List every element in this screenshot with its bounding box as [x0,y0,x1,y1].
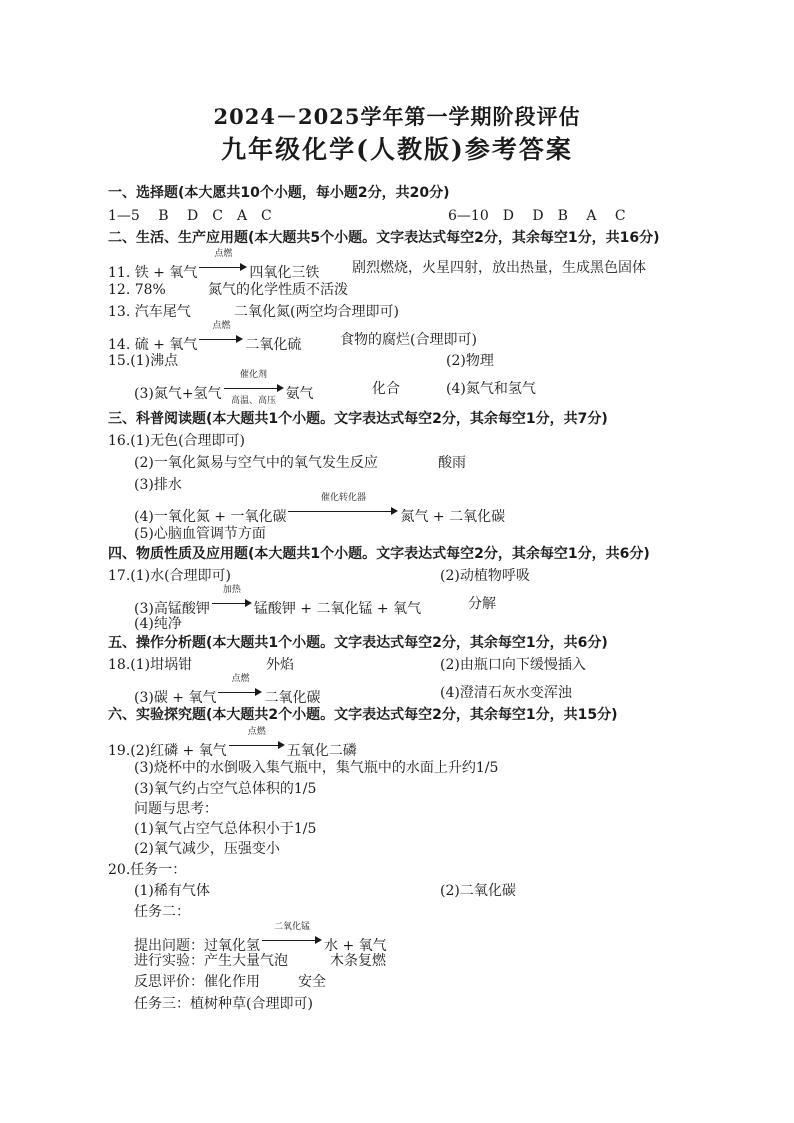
section-heading-4: 四、物质性质及应用题(本大题共1个小题。文字表达式每空2分，其余每空1分，共6分) [108,546,650,562]
q17-products: 锰酸钾 + 二氧化锰 + 氧气 [253,601,422,617]
section-heading-3: 三、科普阅读题(本大题共1个小题。文字表达式每空2分，其余每空1分，共7分) [108,411,608,427]
q20-reactant: 提出问题：过氧化氢 [134,938,260,954]
reaction-arrow [199,249,247,277]
q19-think-1: (1)氧气占空气总体积小于1/5 [134,821,317,837]
q19-reactants: 19.(2)红磷 + 氧气 [108,743,227,759]
q11-reactants: 11. 铁 + 氧气 [108,265,198,281]
q20-task3: 任务三：植树种草(合理即可) [134,996,313,1012]
q13-answer: 13. 汽车尾气 [108,304,191,320]
mc-answers-1-5: 1—5 B D C A C [108,208,272,224]
q18-part4: (4)澄清石灰水变浑浊 [440,685,572,701]
reaction-arrow [218,674,262,702]
q15-equation [134,370,314,406]
q18-part2: (2)由瓶口向下缓慢插入 [440,657,586,673]
q19-equation [108,727,357,760]
reaction-arrow [199,321,243,349]
q16-condition: 催化转化器 [320,493,366,503]
q11-equation [108,249,320,282]
q15-product: 氨气 [285,386,314,402]
q11-product: 四氧化三铁 [249,265,320,281]
q15-reactants: (3)氮气+氢气 [134,386,222,402]
q17-part4: (4)纯净 [134,616,182,632]
q11-condition: 点燃 [214,249,233,259]
q16-part5: (5)心脑血管调节方面 [134,526,266,542]
q17-part2: (2)动植物呼吸 [440,568,530,584]
page-title: 九年级化学(人教版)参考答案 [221,135,573,164]
q14-condition: 点燃 [212,321,231,331]
q18-part1: 18.(1)坩埚钳 [108,657,193,673]
q16-part3: (3)排水 [134,477,182,493]
reaction-arrow [229,727,285,755]
q15-conditions: 高温、高压 [231,396,277,406]
reaction-arrow [224,370,284,406]
q17-condition: 加热 [222,585,241,595]
q19-phenomenon: (3)烧杯中的水倒吸入集气瓶中，集气瓶中的水面上升约1/5 [134,760,499,776]
q15-reaction-type: 化合 [372,381,400,397]
q19-condition: 点燃 [247,727,266,737]
q16-part1: 16.(1)无色(合理即可) [108,433,246,449]
q18-equation [134,674,321,707]
q19-conclusion: (3)氧气约占空气总体积的1/5 [134,781,317,797]
q16-part2: (2)一氧化氮易与空气中的氧气发生反应 [134,455,378,471]
q12-answer: 12. 78% [108,282,166,298]
q18-product: 二氧化碳 [264,690,321,706]
q20-reflection: 反思评价：催化作用 [134,974,260,990]
section-heading-5: 五、操作分析题(本大题共1个小题。文字表达式每空2分，其余每空1分，共6分) [108,635,608,651]
q14-example: 食物的腐烂(合理即可) [340,332,477,348]
q15-catalyst: 催化剂 [240,370,268,380]
mc-answers-6-10: 6—10 D D B A C [448,208,626,224]
q19-think-2: (2)氧气减少，压强变小 [134,841,280,857]
q20-experiment-result: 木条复燃 [330,953,386,969]
page-subtitle: 2024－2025学年第一学期阶段评估 [213,104,581,129]
q20-task1-heading: 20.任务一： [108,862,187,878]
q11-phenomenon: 剧烈燃烧，火星四射，放出热量，生成黑色固体 [352,260,646,276]
q15-part1: 15.(1)沸点 [108,353,179,369]
reaction-arrow [288,493,398,521]
q16-equation [134,493,506,526]
q20-task1-part1: (1)稀有气体 [134,883,210,899]
q16-part2-answer: 酸雨 [438,455,466,471]
q14-product: 二氧化硫 [245,337,302,353]
q12-reason: 氮气的化学性质不活泼 [208,282,348,298]
q16-products: 氮气 + 二氧化碳 [400,509,506,525]
q20-task1-part2: (2)二氧化碳 [440,883,516,899]
q17-part1: 17.(1)水(合理即可) [108,568,232,584]
q18-condition: 点燃 [231,674,250,684]
q20-condition: 二氧化锰 [273,922,310,932]
q17-reaction-type: 分解 [468,596,496,612]
q19-question-heading: 问题与思考： [134,801,218,817]
q14-equation [108,321,302,354]
q15-part2: (2)物理 [446,353,494,369]
q16-reactants: (4)一氧化氮 + 一氧化碳 [134,509,287,525]
section-heading-2: 二、生活、生产应用题(本大题共5个小题。文字表达式每空2分，其余每空1分，共16分) [108,230,660,246]
section-heading-1: 一、选择题(本大愿共10个小题，每小题2分，共20分) [108,185,450,201]
q20-experiment: 进行实验：产生大量气泡 [134,953,288,969]
q19-product: 五氧化二磷 [286,743,357,759]
q20-task2-heading: 任务二： [134,904,190,920]
q20-products: 水 + 氧气 [324,938,387,954]
q18-part1-answer: 外焰 [266,657,294,673]
reaction-arrow [212,585,252,613]
q14-reactants: 14. 硫 + 氧气 [108,337,198,353]
q18-reactants: (3)碳 + 氧气 [134,690,217,706]
q17-reactant: (3)高锰酸钾 [134,601,210,617]
q15-part4: (4)氮气和氢气 [446,381,536,397]
reaction-arrow [262,922,322,950]
q13-answer-2: 二氧化氮(两空均合理即可) [234,304,399,320]
q20-reflection-answer: 安全 [298,974,326,990]
section-heading-6: 六、实验探究题(本大题共2个小题。文字表达式每空2分，其余每空1分，共15分) [108,707,618,723]
